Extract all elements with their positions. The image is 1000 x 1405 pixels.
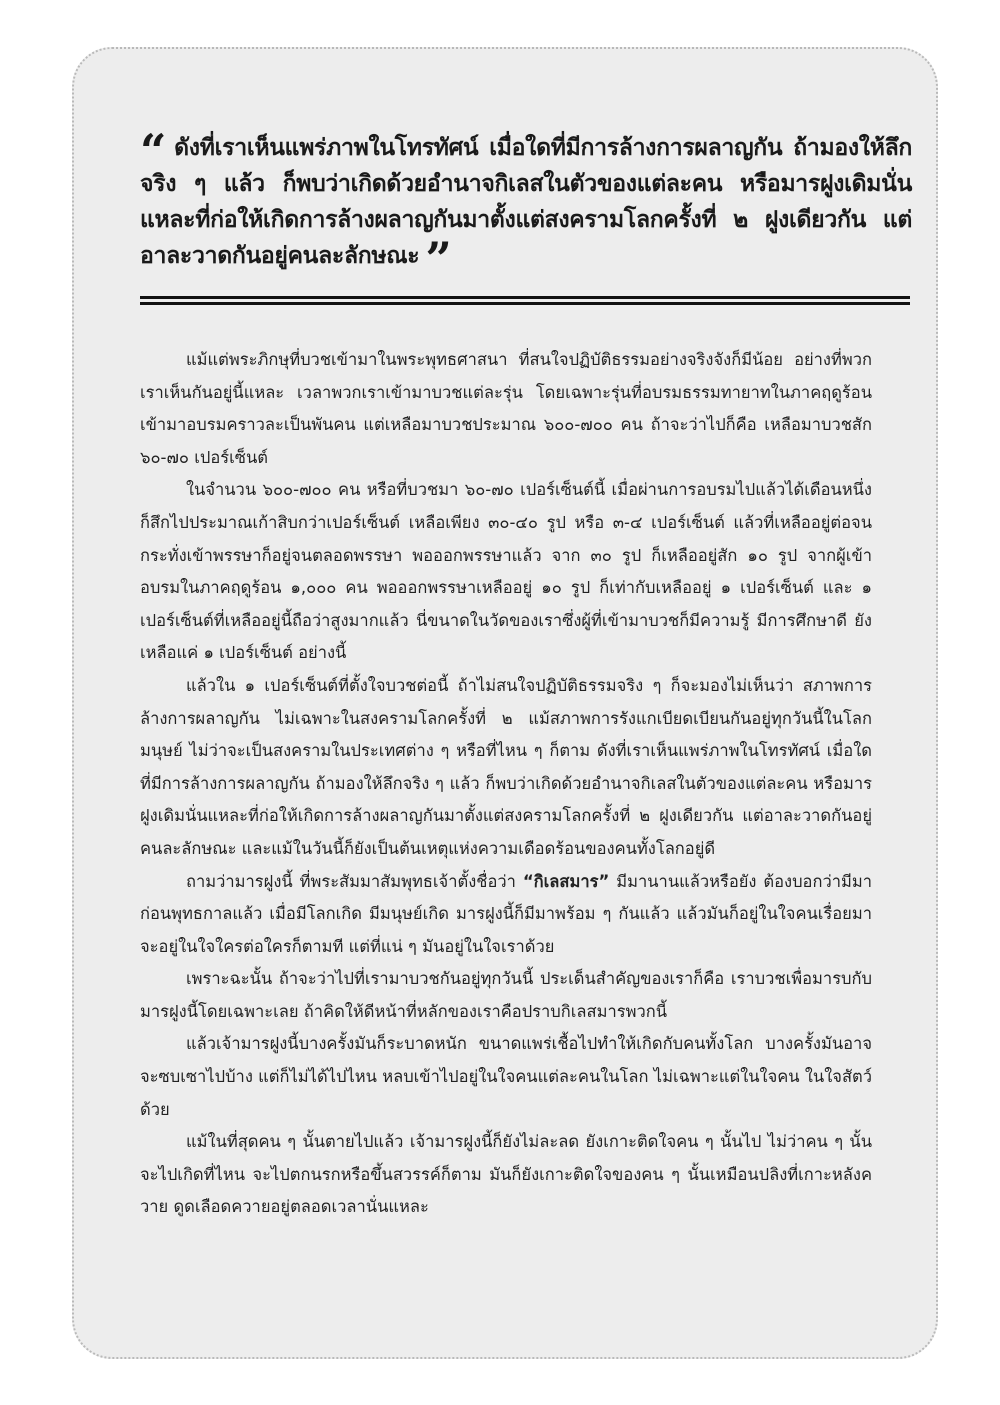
paragraph-5: เพราะฉะนั้น ถ้าจะว่าไปที่เรามาบวชกันอยู่ทุกวันนี้ ประเด็นสำคัญของเราก็คือ เราบวชเพื่อมารบกับมารฝูงนี้โดยเฉพาะเลย ถ้าคิดให้ดีหน้าที่หลักของเราคือปราบกิเลสมารพวกนี้ bbox=[140, 969, 872, 1021]
paragraph-6: แล้วเจ้ามารฝูงนี้บางครั้งมันก็ระบาดหนัก ขนาดแพร่เชื้อไปทำให้เกิดกับคนทั้งโลก บางครั้งมันอาจจะซบเซาไปบ้าง แต่ก็ไม่ได้ไปไหน หลบเข้าไปอยู่ในใจคนแต่ละคนในโลก ไม่เฉพาะแต่ในใจคน ในใจสัตว์ด้วย bbox=[140, 1034, 872, 1119]
open-quote-mark: “ bbox=[140, 124, 167, 178]
paragraph-4-start: ถามว่ามารฝูงนี้ ที่พระสัมมาสัมพุทธเจ้าตั้งชื่อว่า bbox=[186, 871, 523, 891]
paragraph-7: แม้ในที่สุดคน ๆ นั้นตายไปแล้ว เจ้ามารฝูงนี้ก็ยังไม่ละลด ยังเกาะติดใจคน ๆ นั้นไป ไม่ว่าคน ๆ นั้นจะไปเกิดที่ไหน จะไปตกนรกหรือขึ้นสวรรค์ก็ตาม มันก็ยังเกาะติดใจของคน ๆ นั้นเหมือนปลิงที่เกาะหลังควาย ดูดเลือดควายอยู่ตลอดเวลานั่นแหละ bbox=[140, 1132, 872, 1217]
paragraph-4-term: “กิเลสมาร” bbox=[522, 871, 610, 891]
paragraph-2: ในจำนวน ๖๐๐-๗๐๐ คน หรือที่บวชมา ๖๐-๗๐ เปอร์เซ็นต์นี้ เมื่อผ่านการอบรมไปแล้วได้เดือนหนึ่ง ก็สึกไปประมาณเก้าสิบกว่าเปอร์เซ็นต์ เหลือเพียง ๓๐-๔๐ รูป หรือ ๓-๔ เปอร์เซ็นต์ แล้วที่เหลืออยู่ต่อจนกระทั่งเข้าพรรษาก็อยู่จนตลอดพรรษา พอออกพรรษาแล้ว จาก ๓๐ รูป ก็เหลืออยู่สัก ๑๐ รูป จากผู้เข้าอบรมในภาคฤดูร้อน ๑,๐๐๐ คน พอออกพรรษาเหลืออยู่ ๑๐ รูป ก็เท่ากับเหลืออยู่ ๑ เปอร์เซ็นต์ และ ๑ เปอร์เซ็นต์ที่เหลืออยู่นี้ถือว่าสูงมากแล้ว นี่ขนาดในวัดของเราซึ่งผู้ที่เข้ามาบวชก็มีความรู้ มีการศึกษาดี ยังเหลือแค่ ๑ เปอร์เซ็นต์ อย่างนี้ bbox=[140, 480, 872, 663]
close-quote-mark: ” bbox=[425, 232, 452, 286]
paragraph-4 bbox=[140, 866, 872, 964]
paragraph-3: แล้วใน ๑ เปอร์เซ็นต์ที่ตั้งใจบวชต่อนี้ ถ้าไม่สนใจปฏิบัติธรรมจริง ๆ ก็จะมองไม่เห็นว่า สภาพการล้างการผลาญกัน ไม่เฉพาะในสงครามโลกครั้งที่ ๒ แม้สภาพการรังแกเบียดเบียนกันอยู่ทุกวันนี้ในโลกมนุษย์ ไม่ว่าจะเป็นสงครามในประเทศต่าง ๆ หรือที่ไหน ๆ ก็ตาม ดังที่เราเห็นแพร่ภาพในโทรทัศน์ เมื่อใดที่มีการล้างการผลาญกัน ถ้ามองให้ลึกจริง ๆ แล้ว ก็พบว่าเกิดด้วยอำนาจกิเลสในตัวของแต่ละคน หรือมารฝูงเดิมนั่นแหละที่ก่อให้เกิดการล้างผลาญกันมาตั้งแต่สงครามโลกครั้งที่ ๒ ฝูงเดียวกัน แต่อาละวาดกันอยู่คนละลักษณะ และแม้ในวันนี้ก็ยังเป็นต้นเหตุแห่งความเดือดร้อนของคนทั้งโลกอยู่ดี bbox=[140, 675, 872, 858]
body-text bbox=[140, 344, 872, 1224]
divider-rule-top bbox=[140, 296, 910, 299]
pull-quote bbox=[140, 124, 912, 286]
divider-rule-bottom bbox=[140, 302, 910, 305]
pull-quote-text: ดังที่เราเห็นแพร่ภาพในโทรทัศน์ เมื่อใดที่มีการล้างการผลาญกัน ถ้ามองให้ลึกจริง ๆ แล้ว ก็พบว่าเกิดด้วยอำนาจกิเลสในตัวของแต่ละคน หรือมารฝูงเดิมนั่นแหละที่ก่อให้เกิดการล้างผลาญกันมาตั้งแต่สงครามโลกครั้งที่ ๒ ฝูงเดียวกัน แต่อาละวาดกันอยู่คนละลักษณะ bbox=[140, 135, 912, 269]
paragraph-1: แม้แต่พระภิกษุที่บวชเข้ามาในพระพุทธศาสนา ที่สนใจปฏิบัติธรรมอย่างจริงจังก็มีน้อย อย่างที่พวกเราเห็นกันอยู่นี้แหละ เวลาพวกเราเข้ามาบวชแต่ละรุ่น โดยเฉพาะรุ่นที่อบรมธรรมทายาทในภาคฤดูร้อน เข้ามาอบรมคราวละเป็นพันคน แต่เหลือมาบวชประมาณ ๖๐๐-๗๐๐ คน ถ้าจะว่าไปก็คือ เหลือมาบวชสัก ๖๐-๗๐ เปอร์เซ็นต์ bbox=[140, 350, 872, 467]
paragraph-4-end: มีมานานแล้วหรือยัง ต้องบอกว่ามีมาก่อนพุทธกาลแล้ว เมื่อมีโลกเกิด มีมนุษย์เกิด มารฝูงนี้ก็มีมาพร้อม ๆ กันแล้ว แล้วมันก็อยู่ในใจคนเรื่อยมา จะอยู่ในใจใครต่อใครก็ตามที แต่ที่แน่ ๆ มันอยู่ในใจเราด้วย bbox=[140, 871, 872, 956]
